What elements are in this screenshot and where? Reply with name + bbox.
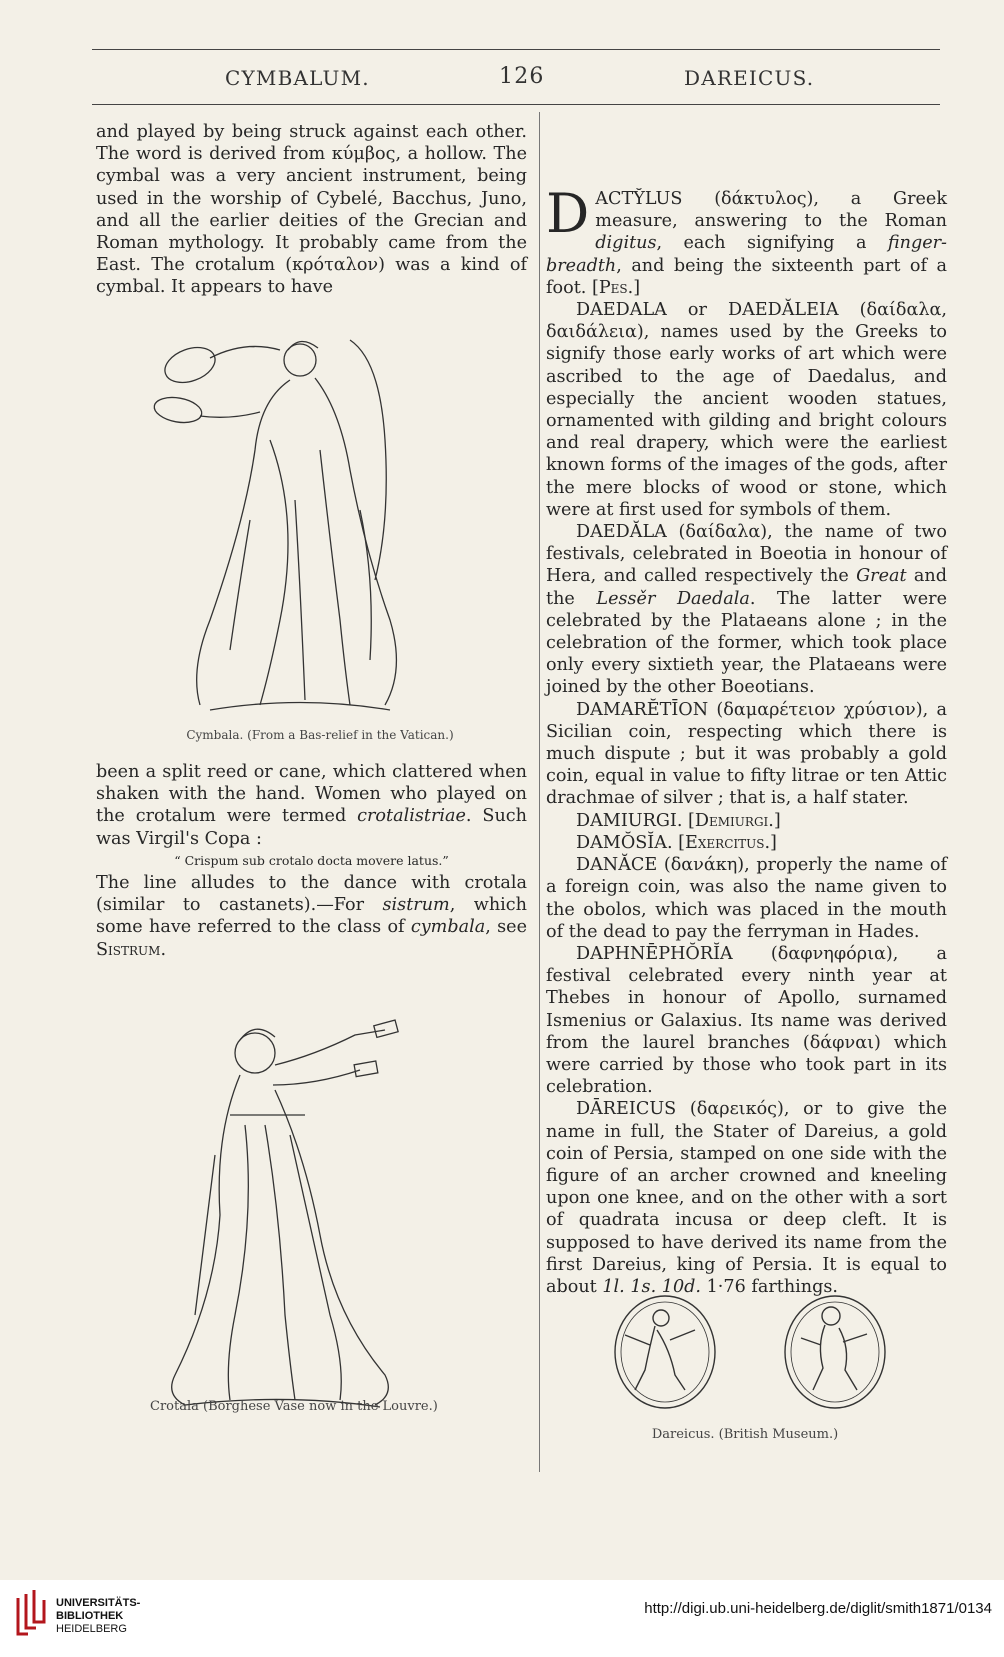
right-column — [546, 182, 947, 1298]
running-head-right: DAREICUS. — [684, 66, 815, 90]
source-url-link[interactable]: http://digi.ub.uni-heidelberg.de/diglit/smith1871/0134 — [644, 1600, 992, 1617]
cymbala-figure-illustration — [150, 320, 420, 740]
dropcap-letter: D — [546, 182, 590, 245]
digitization-footer — [0, 1580, 1004, 1657]
top-rule — [92, 49, 940, 50]
dactylus-entry: DACTY̆LUS (δάκτυλος), a Greek measure, answering to the Roman digitus, each signifying a finger-breadth, and being the sixteenth part of a foot. [Pes.] — [546, 182, 947, 298]
header-rule — [92, 104, 940, 105]
page-number: 126 — [499, 64, 545, 89]
column-divider — [539, 112, 540, 1472]
daedala-entry: DAEDALA or DAEDĂLEIA (δαίδαλα, δαιδάλεια), names used by the Greeks to signify those early works of art which were ascribed to the age of Daedalus, and especially the ancient wooden statues, ornamented with gilding and bright colours and real drapery, which were the earliest known forms of the images of the gods, after the mere blocks of wood or stone, which were at first used for symbols of them. — [546, 300, 947, 520]
crotala-caption: Crotala (Borghese Vase now in the Louvre.) — [150, 1399, 438, 1414]
copa-quote: “ Crispum sub crotalo docta movere latus.” — [174, 852, 449, 868]
damaretion-entry: DAMARĔTĪON (δαμαρέτειον χρύσιον), a Sicilian coin, respecting which there is much dispute ; but it was probably a gold coin, equal in value to fifty litrae or ten Attic drachmae of silver ; that is, a half stater. — [546, 699, 947, 809]
running-head-left: CYMBALUM. — [225, 66, 370, 90]
dareicus-coins-illustration — [595, 1290, 915, 1420]
damiurgi-entry: DAMIURGI. [Demiurgi.] — [576, 810, 781, 831]
library-name: UNIVERSITÄTS- BIBLIOTHEK HEIDELBERG — [56, 1597, 141, 1635]
crotala-figure-illustration — [145, 1015, 435, 1415]
left-column-top — [96, 121, 527, 299]
dareicus-caption: Dareicus. (British Museum.) — [651, 1427, 839, 1442]
daedala-festival-entry: DAEDĂLA (δαίδαλα), the name of two festivals, celebrated in Boeotia in honour of Hera, and called respectively the Great and the Lessěr Daedala. The latter were celebrated by the Plataeans alone ; in the celebration of the former, which took place only every sixtieth year, the Plataeans were joined by the other Boeotians. — [546, 522, 947, 698]
cymbalum-paragraph: and played by being struck against each other. The word is derived from κύμβος, a hollow. The cymbal was a very ancient instrument, being used in the worship of Cybelé, Bacchus, Juno, and all the earlier deities of the Grecian and Roman mythology. It probably came from the East. The crotalum (κρόταλον) was a kind of cymbal. It appears to have — [96, 122, 527, 298]
crotala-paragraph: The line alludes to the dance with crotala (similar to castanets).—For sistrum, which some have referred to the class of cymbala, see Sistrum. — [96, 873, 527, 960]
damosia-entry: DAMŎSĬA. [Exercitus.] — [576, 832, 777, 853]
crotalum-paragraph: been a split reed or cane, which clattered when shaken with the hand. Women who played on the crotalum were termed crotalistriae. Such was Virgil's Copa : — [96, 762, 527, 849]
university-library-logo-icon — [12, 1588, 52, 1640]
dareicus-entry: DĀREICUS (δαρεικός), or to give the name in full, the Stater of Dareius, a gold coin of Persia, stamped on one side with the figure of an archer crowned and kneeling upon one knee, and on the other with a sort of quadrata incusa or deep cleft. It is supposed to have derived its name from the first Dareius, king of Persia. It is equal to about 1l. 1s. 10d. 1·76 farthings. — [546, 1099, 947, 1297]
daphnephoria-entry: DAPHNĒPHŎRĬA (δαφνηφόρια), a festival celebrated every ninth year at Thebes in honour of Apollo, surnamed Ismenius or Galaxius. Its name was derived from the laurel branches (δάφναι) which were carried by those who took part in its celebration. — [546, 943, 947, 1098]
left-column-middle — [96, 761, 527, 961]
danace-entry: DANĂCE (δανάκη), properly the name of a foreign coin, was also the name given to the obolos, which was placed in the mouth of the dead to pay the ferryman in Hades. — [546, 855, 947, 942]
cymbala-caption: Cymbala. (From a Bas-relief in the Vatican.) — [186, 728, 454, 742]
